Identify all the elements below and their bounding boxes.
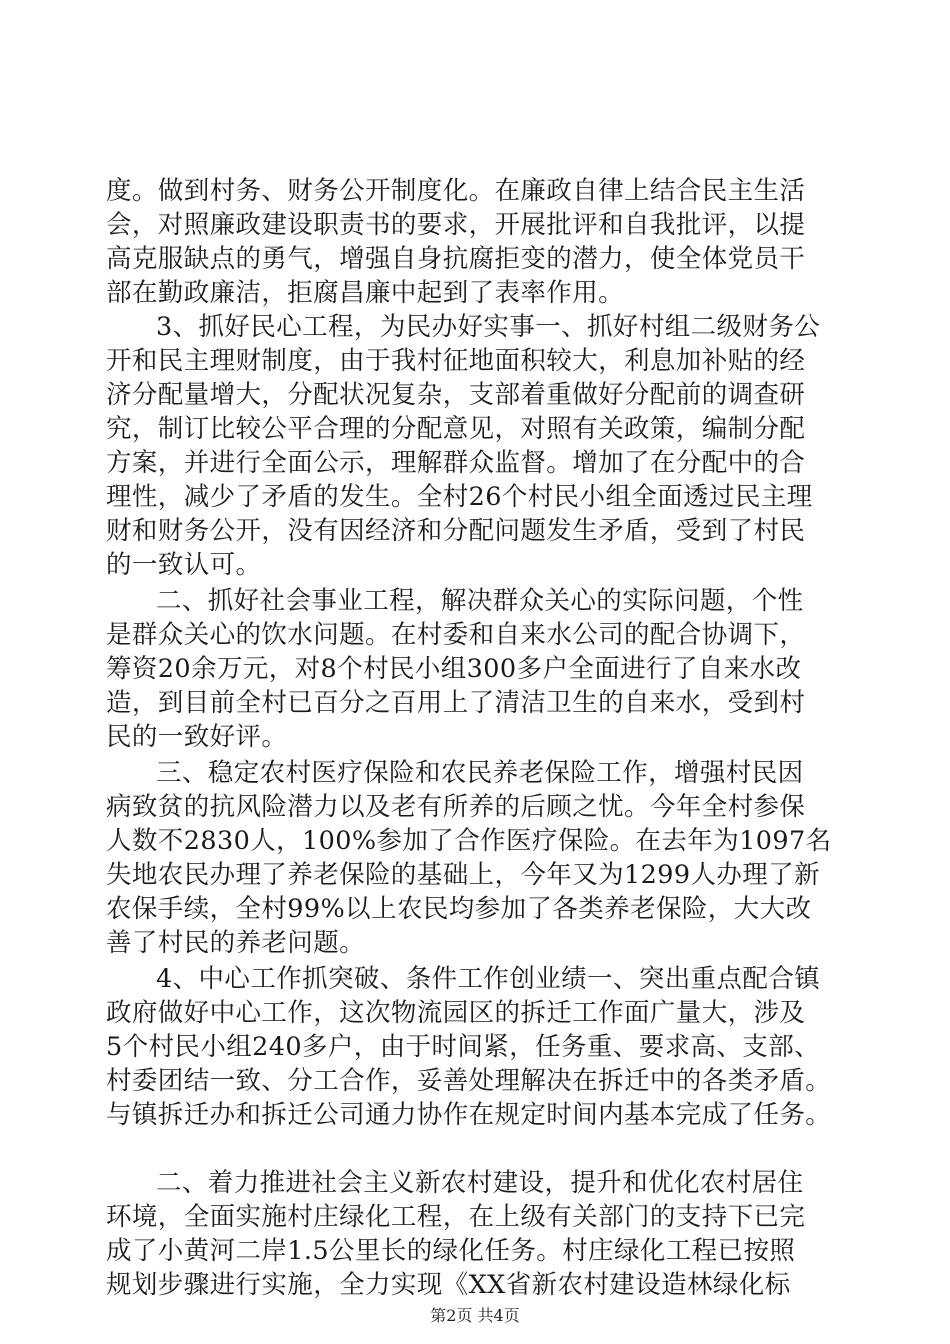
text-line: 是群众关心的饮水问题。在村委和自来水公司的配合协调下，: [106, 620, 806, 650]
text-line: 二、抓好社会事业工程，解决群众关心的实际问题，个性: [156, 586, 804, 616]
text-line: 村委团结一致、分工合作，妥善处理解决在拆迁中的各类矛盾。: [106, 1066, 832, 1096]
text-line: 善了村民的养老问题。: [106, 928, 366, 958]
text-line: 部在勤政廉洁，拒腐昌廉中起到了表率作用。: [106, 278, 625, 308]
text-line: 造，到目前全村已百分之百用上了清洁卫生的自来水，受到村: [106, 688, 806, 718]
text-line: 度。做到村务、财务公开制度化。在廉政自律上结合民主生活: [106, 176, 806, 206]
text-line: 开和民主理财制度，由于我村征地面积较大，利息加补贴的经: [106, 346, 806, 376]
text-line: 二、着力推进社会主义新农村建设，提升和优化农村居住: [156, 1168, 804, 1198]
text-line: 民的一致好评。: [106, 722, 288, 752]
text-line: 环境，全面实施村庄绿化工程，在上级有关部门的支持下已完: [106, 1202, 806, 1232]
text-line: 人数不2830人，100%参加了合作医疗保险。在去年为1097名: [106, 826, 832, 856]
text-line: 农保手续，全村99%以上农民均参加了各类养老保险，大大改: [106, 894, 812, 924]
text-line: 筹资20余万元，对8个村民小组300多户全面进行了自来水改: [106, 654, 802, 684]
text-line: 病致贫的抗风险潜力以及老有所养的后顾之忧。今年全村参保: [106, 792, 806, 822]
text-line: 失地农民办理了养老保险的基础上，今年又为1299人办理了新: [106, 860, 820, 890]
text-line: 政府做好中心工作，这次物流园区的拆迁工作面广量大，涉及: [106, 998, 806, 1028]
text-line: 3、抓好民心工程，为民办好实事一、抓好村组二级财务公: [156, 312, 821, 342]
text-line: 高克服缺点的勇气，增强自身抗腐拒变的潜力，使全体党员干: [106, 244, 806, 274]
text-line: 济分配量增大，分配状况复杂，支部着重做好分配前的调查研: [106, 380, 806, 410]
text-line: 理性，减少了矛盾的发生。全村26个村民小组全面透过民主理: [106, 482, 813, 512]
text-line: 财和财务公开，没有因经济和分配问题发生矛盾，受到了村民: [106, 516, 806, 546]
page-number-footer: 第2页 共4页: [430, 1306, 520, 1325]
text-line: 究，制订比较公平合理的分配意见，对照有关政策，编制分配: [106, 414, 806, 444]
text-line: 4、中心工作抓突破、条件工作创业绩一、突出重点配合镇: [156, 964, 821, 994]
text-line: 规划步骤进行实施，全力实现《XX省新农村建设造林绿化标: [106, 1270, 791, 1300]
text-line: 与镇拆迁办和拆迁公司通力协作在规定时间内基本完成了任务。: [106, 1100, 832, 1130]
text-line: 的一致认可。: [106, 550, 262, 580]
text-line: 会，对照廉政建设职责书的要求，开展批评和自我批评，以提: [106, 210, 806, 240]
text-line: 5个村民小组240多户，由于时间紧，任务重、要求高、支部、: [106, 1032, 820, 1062]
text-line: 方案，并进行全面公示，理解群众监督。增加了在分配中的合: [106, 448, 806, 478]
text-line: 三、稳定农村医疗保险和农民养老保险工作，增强村民因: [156, 758, 804, 788]
text-line: 成了小黄河二岸1.5公里长的绿化任务。村庄绿化工程已按照: [106, 1236, 796, 1266]
